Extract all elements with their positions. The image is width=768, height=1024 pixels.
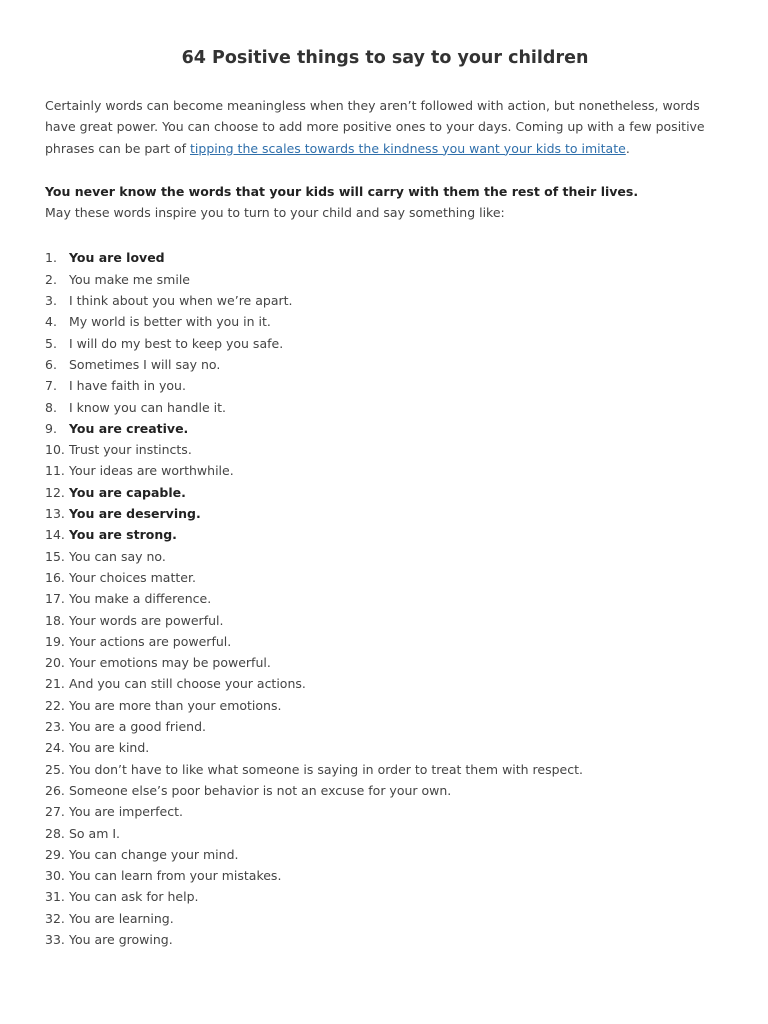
list-item-number: 19. xyxy=(45,633,65,649)
list-item xyxy=(45,929,725,950)
list-item-number: 1. xyxy=(45,250,57,266)
intro-text: Certainly words can become meaningless when they aren’t followed with action, but nonetheless, words have great power. You can choose to add more positive ones to your days. Coming up with a few positive phrases can be part of xyxy=(45,98,705,156)
list-item-text: You are more than your emotions. xyxy=(69,697,282,713)
list-item xyxy=(45,247,725,268)
list-item xyxy=(45,290,725,311)
list-item-text: You are creative. xyxy=(69,420,189,436)
list-item-text: Sometimes I will say no. xyxy=(69,356,221,372)
list-item xyxy=(45,652,725,673)
list-item-number: 5. xyxy=(45,335,57,351)
list-item xyxy=(45,886,725,907)
list-item-text: You are kind. xyxy=(69,740,150,756)
list-item-text: Your emotions may be powerful. xyxy=(69,655,271,671)
list-item-text: You make me smile xyxy=(69,271,190,287)
list-item-text: My world is better with you in it. xyxy=(69,314,271,330)
list-item xyxy=(45,546,725,567)
list-item-number: 18. xyxy=(45,612,65,628)
list-item-number: 8. xyxy=(45,399,57,415)
list-item-text: Someone else’s poor behavior is not an excuse for your own. xyxy=(69,782,452,798)
list-item xyxy=(45,865,725,886)
list-item-number: 22. xyxy=(45,697,65,713)
emphasis-follow-line: May these words inspire you to turn to your child and say something like: xyxy=(45,205,505,221)
list-item xyxy=(45,482,725,503)
emphasis-paragraph xyxy=(45,181,725,224)
list-item-text: Your actions are powerful. xyxy=(69,633,232,649)
list-item-text: You don’t have to like what someone is saying in order to treat them with respect. xyxy=(69,761,583,777)
list-item-number: 14. xyxy=(45,527,65,543)
list-item-text: You are growing. xyxy=(69,931,173,947)
list-item-number: 23. xyxy=(45,719,65,735)
list-item-number: 16. xyxy=(45,569,65,585)
kindness-link[interactable]: tipping the scales towards the kindness you want your kids to imitate xyxy=(190,140,626,156)
list-item xyxy=(45,418,725,439)
list-item xyxy=(45,460,725,481)
list-item xyxy=(45,375,725,396)
list-item xyxy=(45,716,725,737)
list-item xyxy=(45,567,725,588)
phrase-list xyxy=(45,247,725,950)
list-item-text: And you can still choose your actions. xyxy=(69,676,306,692)
emphasis-bold-line: You never know the words that your kids will carry with them the rest of their lives. xyxy=(45,183,639,199)
list-item xyxy=(45,397,725,418)
list-item xyxy=(45,673,725,694)
list-item-text: You make a difference. xyxy=(69,591,212,607)
list-item-text: Trust your instincts. xyxy=(69,442,192,458)
list-item xyxy=(45,610,725,631)
list-item-text: So am I. xyxy=(69,825,121,841)
page-title: 64 Positive things to say to your children xyxy=(181,48,589,68)
list-item-text: You can ask for help. xyxy=(69,889,199,905)
list-item-text: You are learning. xyxy=(69,910,174,926)
list-item-number: 29. xyxy=(45,846,65,862)
list-item xyxy=(45,695,725,716)
list-item-number: 32. xyxy=(45,910,65,926)
list-item-number: 6. xyxy=(45,356,57,372)
list-item-text: You are capable. xyxy=(69,484,186,500)
list-item-number: 9. xyxy=(45,420,57,436)
list-item-text: You are loved xyxy=(69,250,165,266)
list-item-number: 21. xyxy=(45,676,65,692)
list-item xyxy=(45,354,725,375)
list-item-number: 10. xyxy=(45,442,65,458)
list-item-number: 3. xyxy=(45,293,57,309)
list-item-number: 24. xyxy=(45,740,65,756)
list-item-number: 2. xyxy=(45,271,57,287)
list-item xyxy=(45,780,725,801)
list-item-text: I know you can handle it. xyxy=(69,399,226,415)
list-item-number: 31. xyxy=(45,889,65,905)
list-item-text: You are a good friend. xyxy=(69,719,207,735)
list-item xyxy=(45,823,725,844)
list-item-number: 33. xyxy=(45,931,65,947)
list-item-text: You are deserving. xyxy=(69,506,201,522)
article xyxy=(45,44,725,950)
list-item-text: Your words are powerful. xyxy=(69,612,224,628)
list-item-text: You are strong. xyxy=(69,527,177,543)
list-item xyxy=(45,439,725,460)
list-item xyxy=(45,503,725,524)
list-item-number: 12. xyxy=(45,484,65,500)
list-item-number: 17. xyxy=(45,591,65,607)
list-item-number: 13. xyxy=(45,506,65,522)
list-item xyxy=(45,908,725,929)
list-item-number: 30. xyxy=(45,868,65,884)
list-item xyxy=(45,631,725,652)
list-item xyxy=(45,311,725,332)
intro-text-end: . xyxy=(625,140,630,156)
list-item-number: 20. xyxy=(45,655,65,671)
list-item-text: Your ideas are worthwhile. xyxy=(69,463,234,479)
list-item-number: 26. xyxy=(45,782,65,798)
list-item xyxy=(45,269,725,290)
list-item-text: You are imperfect. xyxy=(69,804,183,820)
list-item xyxy=(45,737,725,758)
list-item-number: 27. xyxy=(45,804,65,820)
list-item-text: Your choices matter. xyxy=(69,569,196,585)
list-item xyxy=(45,333,725,354)
list-item xyxy=(45,588,725,609)
list-item-number: 25. xyxy=(45,761,65,777)
list-item-number: 28. xyxy=(45,825,65,841)
list-item-text: I have faith in you. xyxy=(69,378,186,394)
list-item-number: 15. xyxy=(45,548,65,564)
list-item-text: I will do my best to keep you safe. xyxy=(69,335,284,351)
list-item xyxy=(45,801,725,822)
list-item-text: I think about you when we’re apart. xyxy=(69,293,293,309)
list-item xyxy=(45,844,725,865)
list-item-text: You can say no. xyxy=(69,548,166,564)
list-item-number: 7. xyxy=(45,378,57,394)
list-item-text: You can learn from your mistakes. xyxy=(69,868,282,884)
list-item-text: You can change your mind. xyxy=(69,846,239,862)
list-item-number: 4. xyxy=(45,314,57,330)
list-item xyxy=(45,524,725,545)
list-item xyxy=(45,759,725,780)
list-item-number: 11. xyxy=(45,463,65,479)
intro-paragraph xyxy=(45,95,725,159)
